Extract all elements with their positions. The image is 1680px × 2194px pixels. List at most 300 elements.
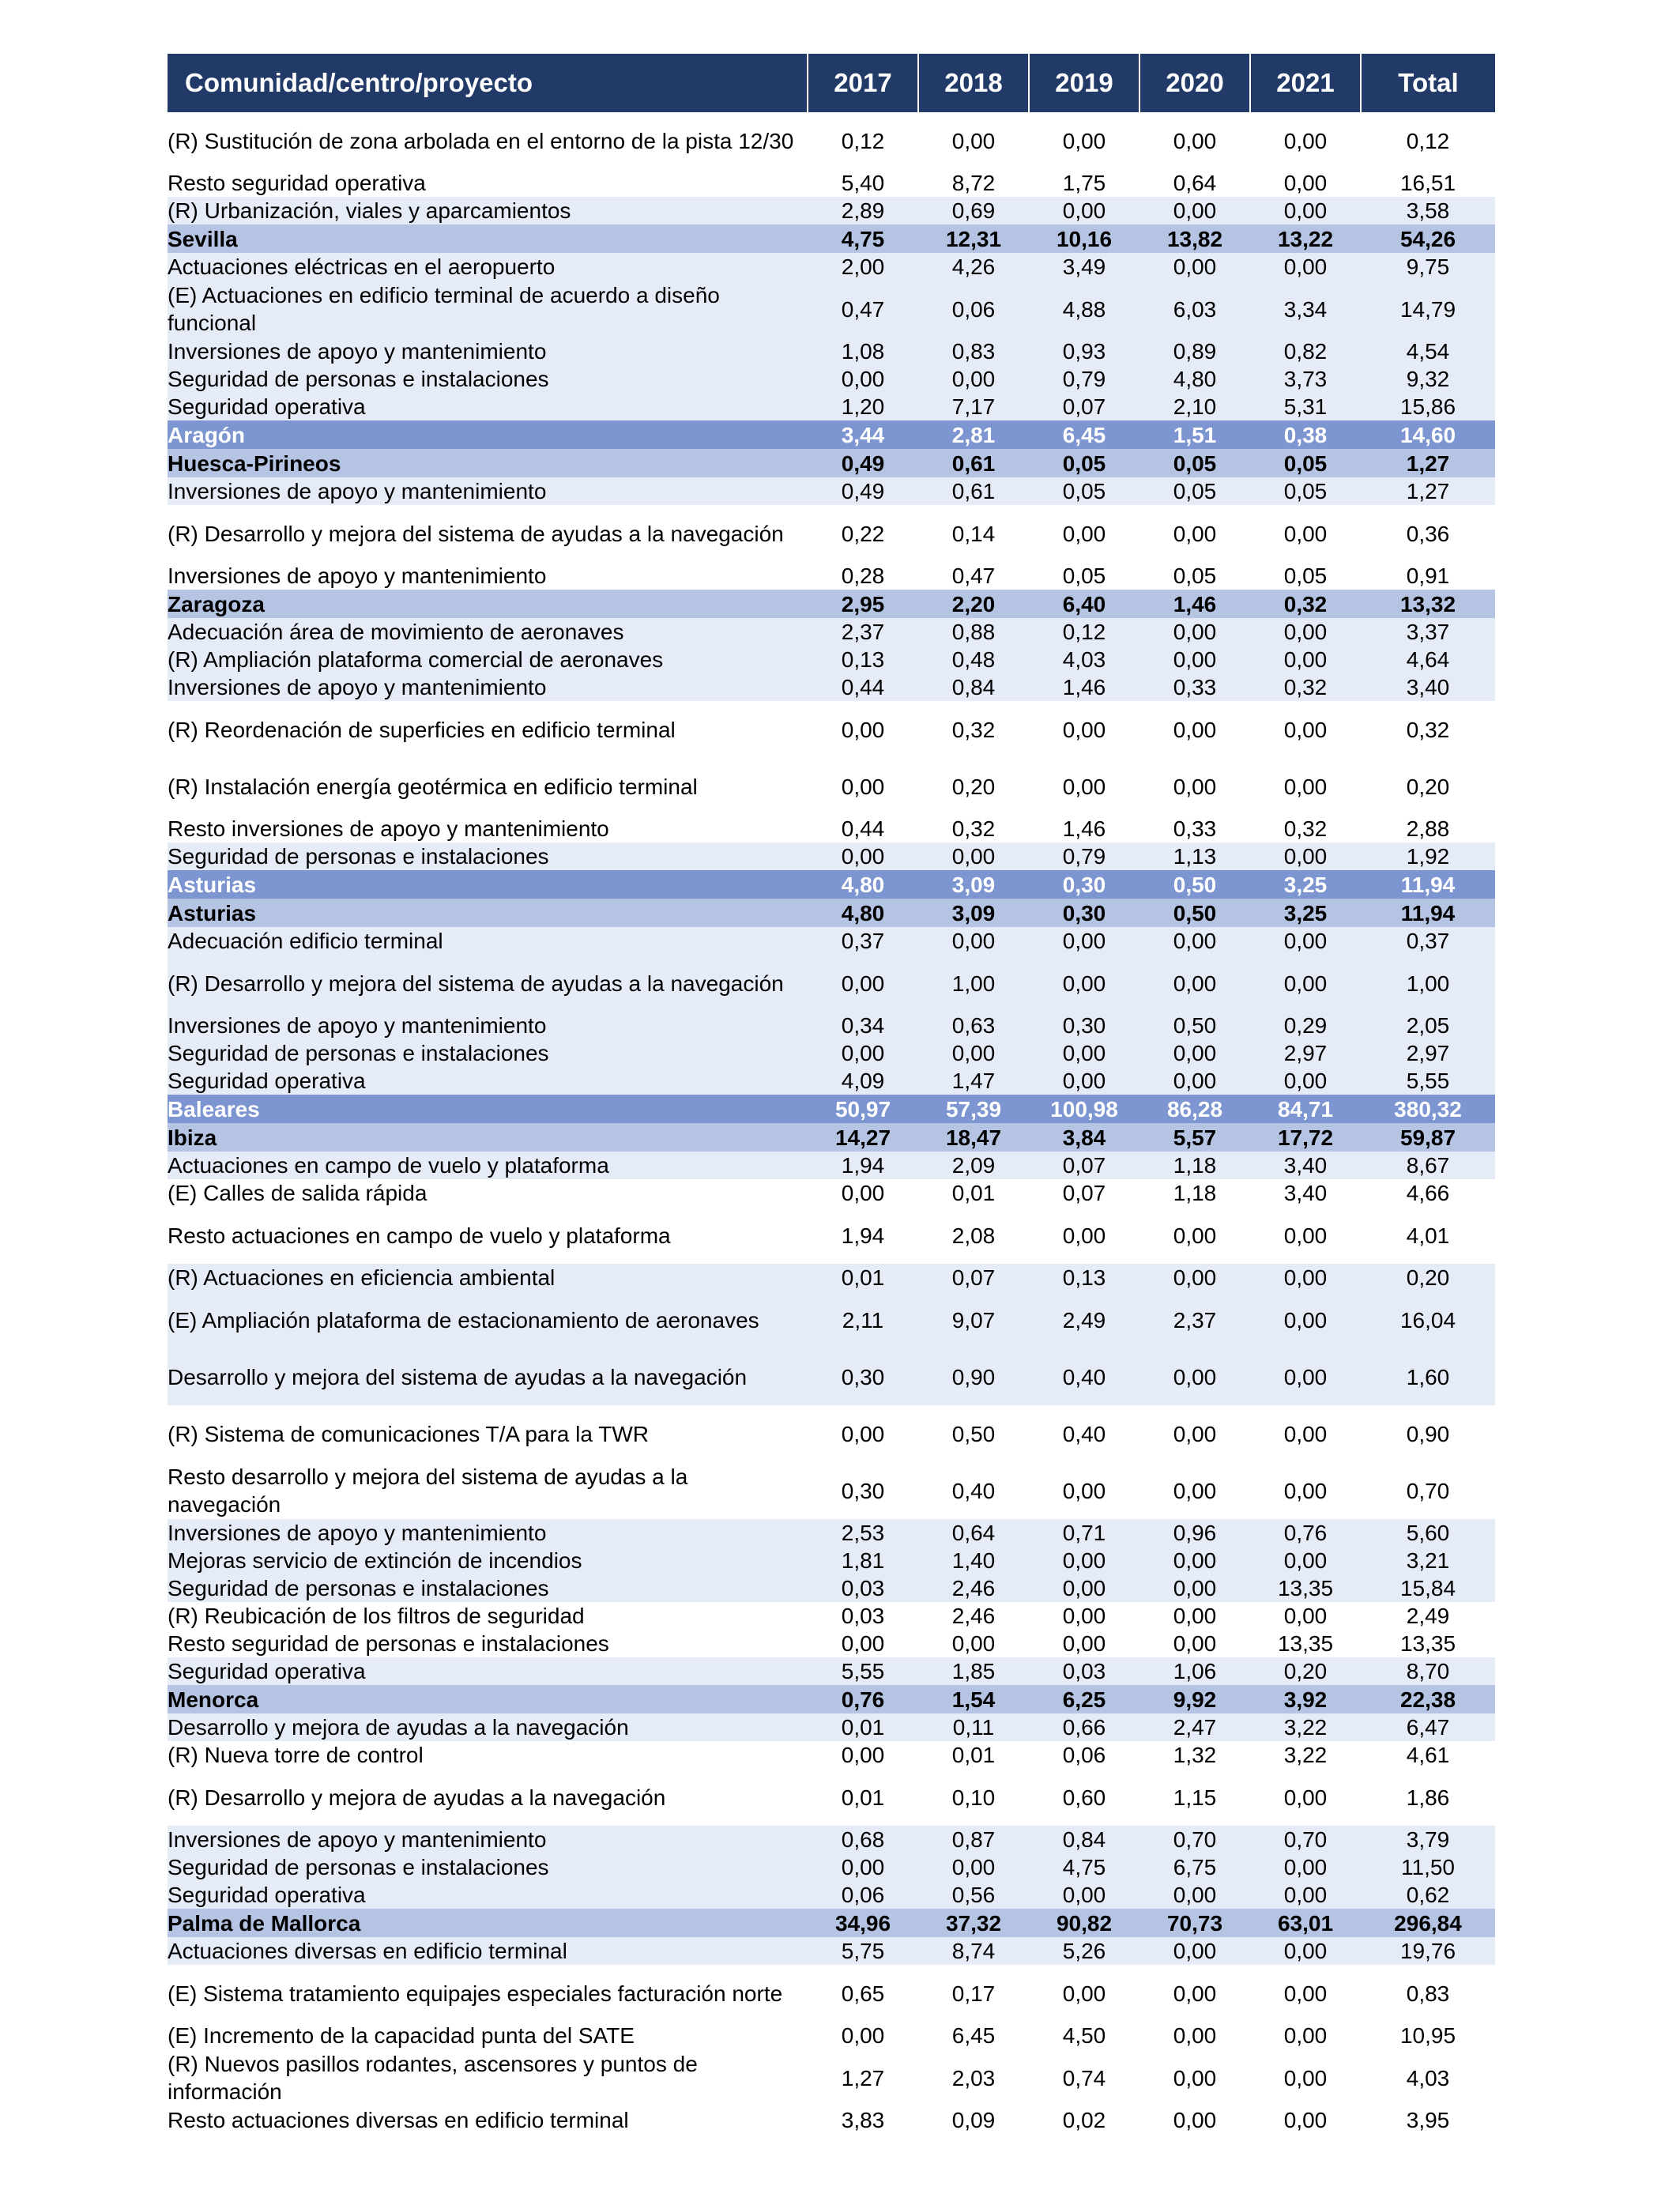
cell-total: 2,97: [1361, 1039, 1495, 1067]
cell-total: 0,36: [1361, 505, 1495, 562]
cell-2018: 4,26: [918, 253, 1029, 281]
row-label: Inversiones de apoyo y mantenimiento: [168, 673, 808, 701]
cell-2017: 14,27: [808, 1123, 918, 1152]
cell-2017: 4,09: [808, 1067, 918, 1095]
table-row: [168, 1039, 1495, 1067]
cell-2021: 0,00: [1250, 1348, 1361, 1405]
cell-total: 4,03: [1361, 2049, 1495, 2106]
row-label: (E) Sistema tratamiento equipajes especiales facturación norte: [168, 1965, 808, 2022]
cell-2021: 0,00: [1250, 1769, 1361, 1826]
cell-total: 4,64: [1361, 646, 1495, 673]
cell-2021: 0,00: [1250, 646, 1361, 673]
cell-2020: 0,33: [1139, 815, 1250, 843]
row-label: (E) Actuaciones en edificio terminal de acuerdo a diseño funcional: [168, 281, 808, 337]
cell-total: 0,20: [1361, 758, 1495, 815]
table-row: [168, 1657, 1495, 1685]
cell-2019: 4,50: [1029, 2022, 1139, 2049]
cell-total: 1,00: [1361, 955, 1495, 1012]
cell-2018: 8,74: [918, 1937, 1029, 1965]
row-label: Asturias: [168, 899, 808, 927]
cell-total: 13,32: [1361, 590, 1495, 618]
cell-2018: 0,00: [918, 112, 1029, 169]
cell-2021: 84,71: [1250, 1095, 1361, 1123]
cell-2019: 0,30: [1029, 1012, 1139, 1039]
cell-2019: 0,00: [1029, 955, 1139, 1012]
cell-2018: 0,84: [918, 673, 1029, 701]
cell-2017: 0,00: [808, 701, 918, 758]
cell-2020: 4,80: [1139, 365, 1250, 393]
table-row: [168, 1630, 1495, 1657]
cell-2021: 0,00: [1250, 1207, 1361, 1264]
cell-2018: 0,14: [918, 505, 1029, 562]
cell-2017: 2,89: [808, 197, 918, 224]
cell-2017: 0,28: [808, 562, 918, 590]
cell-2021: 0,00: [1250, 1965, 1361, 2022]
cell-2020: 0,00: [1139, 1937, 1250, 1965]
cell-2018: 0,47: [918, 562, 1029, 590]
cell-2020: 0,00: [1139, 646, 1250, 673]
table-row: [168, 673, 1495, 701]
table-row: [168, 1713, 1495, 1741]
table-row: [168, 955, 1495, 1012]
cell-2018: 0,63: [918, 1012, 1029, 1039]
cell-total: 3,40: [1361, 673, 1495, 701]
cell-2021: 13,22: [1250, 224, 1361, 253]
cell-2019: 0,00: [1029, 197, 1139, 224]
row-label: (R) Desarrollo y mejora de ayudas a la navegación: [168, 1769, 808, 1826]
cell-2021: 13,35: [1250, 1630, 1361, 1657]
row-label: Resto seguridad de personas e instalaciones: [168, 1630, 808, 1657]
row-label: Actuaciones en campo de vuelo y plataforma: [168, 1152, 808, 1179]
cell-total: 8,67: [1361, 1152, 1495, 1179]
table-row: [168, 758, 1495, 815]
cell-2020: 0,00: [1139, 1881, 1250, 1909]
cell-2018: 0,00: [918, 1630, 1029, 1657]
cell-2020: 6,75: [1139, 1853, 1250, 1881]
cell-2021: 0,00: [1250, 1881, 1361, 1909]
cell-total: 16,51: [1361, 169, 1495, 197]
cell-2017: 0,03: [808, 1574, 918, 1602]
cell-2019: 0,02: [1029, 2106, 1139, 2134]
row-label: Inversiones de apoyo y mantenimiento: [168, 1519, 808, 1547]
cell-2017: 0,47: [808, 281, 918, 337]
header-2020: 2020: [1139, 54, 1250, 112]
header-project: Comunidad/centro/proyecto: [168, 54, 808, 112]
cell-2018: 1,47: [918, 1067, 1029, 1095]
cell-2019: 0,05: [1029, 477, 1139, 505]
row-label: Seguridad de personas e instalaciones: [168, 1039, 808, 1067]
cell-2019: 0,03: [1029, 1657, 1139, 1685]
cell-2018: 0,83: [918, 337, 1029, 365]
cell-2019: 0,07: [1029, 393, 1139, 420]
cell-2019: 0,00: [1029, 1602, 1139, 1630]
cell-total: 11,50: [1361, 1853, 1495, 1881]
investment-table: [168, 54, 1495, 2134]
cell-2020: 86,28: [1139, 1095, 1250, 1123]
row-label: (E) Incremento de la capacidad punta del SATE: [168, 2022, 808, 2049]
cell-total: 0,37: [1361, 927, 1495, 955]
cell-2021: 0,00: [1250, 1291, 1361, 1348]
cell-2021: 0,00: [1250, 1462, 1361, 1519]
cell-2021: 17,72: [1250, 1123, 1361, 1152]
cell-2019: 1,46: [1029, 673, 1139, 701]
row-label: Desarrollo y mejora del sistema de ayudas a la navegación: [168, 1348, 808, 1405]
cell-total: 9,75: [1361, 253, 1495, 281]
cell-2019: 0,13: [1029, 1264, 1139, 1291]
cell-total: 54,26: [1361, 224, 1495, 253]
cell-2021: 3,25: [1250, 899, 1361, 927]
center-row: [168, 590, 1495, 618]
cell-2018: 0,01: [918, 1741, 1029, 1769]
cell-total: 5,55: [1361, 1067, 1495, 1095]
cell-2021: 0,00: [1250, 1853, 1361, 1881]
cell-2019: 4,75: [1029, 1853, 1139, 1881]
cell-2020: 1,51: [1139, 420, 1250, 449]
row-label: Mejoras servicio de extinción de incendios: [168, 1547, 808, 1574]
cell-2018: 3,09: [918, 870, 1029, 899]
cell-total: 1,27: [1361, 477, 1495, 505]
cell-2017: 0,44: [808, 673, 918, 701]
cell-total: 6,47: [1361, 1713, 1495, 1741]
row-label: Palma de Mallorca: [168, 1909, 808, 1937]
table-row: [168, 1348, 1495, 1405]
cell-2021: 0,00: [1250, 927, 1361, 955]
table-row: [168, 1965, 1495, 2022]
cell-2020: 2,37: [1139, 1291, 1250, 1348]
cell-total: 4,54: [1361, 337, 1495, 365]
cell-2017: 4,75: [808, 224, 918, 253]
cell-2019: 0,00: [1029, 1965, 1139, 2022]
table-row: [168, 815, 1495, 843]
cell-2018: 37,32: [918, 1909, 1029, 1937]
cell-2018: 2,08: [918, 1207, 1029, 1264]
cell-2018: 1,85: [918, 1657, 1029, 1685]
cell-2017: 0,22: [808, 505, 918, 562]
cell-2017: 0,65: [808, 1965, 918, 2022]
cell-total: 2,05: [1361, 1012, 1495, 1039]
row-label: (E) Calles de salida rápida: [168, 1179, 808, 1207]
cell-2020: 0,00: [1139, 1264, 1250, 1291]
cell-2021: 0,00: [1250, 2049, 1361, 2106]
row-label: Resto actuaciones diversas en edificio terminal: [168, 2106, 808, 2134]
cell-2021: 0,00: [1250, 253, 1361, 281]
cell-2020: 0,00: [1139, 253, 1250, 281]
table-row: [168, 505, 1495, 562]
cell-2020: 0,00: [1139, 618, 1250, 646]
cell-total: 1,86: [1361, 1769, 1495, 1826]
cell-2018: 2,09: [918, 1152, 1029, 1179]
cell-2017: 5,40: [808, 169, 918, 197]
row-label: Resto desarrollo y mejora del sistema de ayudas a la navegación: [168, 1462, 808, 1519]
row-label: Ibiza: [168, 1123, 808, 1152]
cell-2017: 1,20: [808, 393, 918, 420]
cell-2017: 3,83: [808, 2106, 918, 2134]
cell-2017: 2,11: [808, 1291, 918, 1348]
cell-2019: 0,00: [1029, 758, 1139, 815]
cell-total: 14,79: [1361, 281, 1495, 337]
cell-2018: 0,64: [918, 1519, 1029, 1547]
cell-total: 0,62: [1361, 1881, 1495, 1909]
cell-total: 5,60: [1361, 1519, 1495, 1547]
cell-total: 11,94: [1361, 899, 1495, 927]
table-row: [168, 112, 1495, 169]
table-row: [168, 1853, 1495, 1881]
cell-2019: 2,49: [1029, 1291, 1139, 1348]
row-label: (R) Reordenación de superficies en edificio terminal: [168, 701, 808, 758]
cell-2021: 0,00: [1250, 505, 1361, 562]
cell-2020: 1,06: [1139, 1657, 1250, 1685]
cell-total: 16,04: [1361, 1291, 1495, 1348]
table-row: [168, 843, 1495, 870]
table-row: [168, 927, 1495, 955]
cell-2019: 0,00: [1029, 1574, 1139, 1602]
cell-2018: 1,00: [918, 955, 1029, 1012]
cell-2020: 0,00: [1139, 1405, 1250, 1462]
cell-total: 15,84: [1361, 1574, 1495, 1602]
region-row: [168, 870, 1495, 899]
cell-2020: 0,70: [1139, 1826, 1250, 1853]
cell-total: 380,32: [1361, 1095, 1495, 1123]
cell-total: 3,95: [1361, 2106, 1495, 2134]
cell-2018: 0,40: [918, 1462, 1029, 1519]
cell-2019: 90,82: [1029, 1909, 1139, 1937]
cell-2020: 0,00: [1139, 701, 1250, 758]
cell-2018: 0,56: [918, 1881, 1029, 1909]
cell-total: 4,61: [1361, 1741, 1495, 1769]
header-2021: 2021: [1250, 54, 1361, 112]
row-label: (R) Reubicación de los filtros de seguridad: [168, 1602, 808, 1630]
cell-2020: 0,00: [1139, 2022, 1250, 2049]
cell-2017: 0,49: [808, 477, 918, 505]
cell-2021: 0,38: [1250, 420, 1361, 449]
row-label: (E) Ampliación plataforma de estacionamiento de aeronaves: [168, 1291, 808, 1348]
cell-2018: 0,69: [918, 197, 1029, 224]
cell-2021: 0,00: [1250, 843, 1361, 870]
cell-2017: 1,94: [808, 1207, 918, 1264]
row-label: Seguridad operativa: [168, 393, 808, 420]
cell-total: 4,66: [1361, 1179, 1495, 1207]
cell-total: 3,79: [1361, 1826, 1495, 1853]
table-row: [168, 1207, 1495, 1264]
center-row: [168, 449, 1495, 477]
cell-total: 2,88: [1361, 815, 1495, 843]
cell-total: 15,86: [1361, 393, 1495, 420]
table-row: [168, 169, 1495, 197]
row-label: (R) Sustitución de zona arbolada en el entorno de la pista 12/30: [168, 112, 808, 169]
cell-total: 13,35: [1361, 1630, 1495, 1657]
row-label: Seguridad operativa: [168, 1067, 808, 1095]
table-row: [168, 618, 1495, 646]
cell-2017: 2,00: [808, 253, 918, 281]
cell-2018: 0,00: [918, 365, 1029, 393]
cell-2018: 0,20: [918, 758, 1029, 815]
cell-total: 19,76: [1361, 1937, 1495, 1965]
cell-total: 0,20: [1361, 1264, 1495, 1291]
cell-2018: 0,00: [918, 1853, 1029, 1881]
header-2018: 2018: [918, 54, 1029, 112]
cell-2017: 1,27: [808, 2049, 918, 2106]
row-label: Resto inversiones de apoyo y mantenimiento: [168, 815, 808, 843]
table-row: [168, 562, 1495, 590]
table-row: [168, 477, 1495, 505]
table-row: [168, 393, 1495, 420]
cell-2017: 0,30: [808, 1348, 918, 1405]
cell-2017: 0,00: [808, 1630, 918, 1657]
cell-2020: 0,00: [1139, 1630, 1250, 1657]
cell-2017: 34,96: [808, 1909, 918, 1937]
cell-total: 0,83: [1361, 1965, 1495, 2022]
cell-2020: 0,05: [1139, 449, 1250, 477]
cell-2020: 2,10: [1139, 393, 1250, 420]
center-row: [168, 1685, 1495, 1713]
cell-2021: 0,00: [1250, 2106, 1361, 2134]
cell-2018: 0,50: [918, 1405, 1029, 1462]
cell-2018: 2,46: [918, 1602, 1029, 1630]
cell-total: 0,90: [1361, 1405, 1495, 1462]
cell-2017: 0,68: [808, 1826, 918, 1853]
cell-2020: 70,73: [1139, 1909, 1250, 1937]
cell-2018: 0,87: [918, 1826, 1029, 1853]
cell-2020: 0,50: [1139, 1012, 1250, 1039]
cell-2021: 3,92: [1250, 1685, 1361, 1713]
cell-2019: 0,00: [1029, 1462, 1139, 1519]
cell-2021: 0,82: [1250, 337, 1361, 365]
cell-2017: 0,76: [808, 1685, 918, 1713]
cell-total: 0,70: [1361, 1462, 1495, 1519]
cell-2021: 5,31: [1250, 393, 1361, 420]
table-row: [168, 1519, 1495, 1547]
cell-2021: 0,00: [1250, 112, 1361, 169]
row-label: Seguridad de personas e instalaciones: [168, 365, 808, 393]
cell-2019: 0,00: [1029, 112, 1139, 169]
cell-2017: 0,03: [808, 1602, 918, 1630]
table-row: [168, 1574, 1495, 1602]
row-label: Adecuación área de movimiento de aeronaves: [168, 618, 808, 646]
cell-2017: 0,01: [808, 1264, 918, 1291]
table-row: [168, 1881, 1495, 1909]
cell-2018: 12,31: [918, 224, 1029, 253]
cell-2020: 0,00: [1139, 1965, 1250, 2022]
cell-2017: 2,95: [808, 590, 918, 618]
table-row: [168, 1769, 1495, 1826]
table-row: [168, 1067, 1495, 1095]
cell-2019: 4,03: [1029, 646, 1139, 673]
table-row: [168, 2106, 1495, 2134]
cell-2021: 0,20: [1250, 1657, 1361, 1685]
cell-2017: 0,00: [808, 1179, 918, 1207]
table-row: [168, 1547, 1495, 1574]
cell-2020: 0,00: [1139, 505, 1250, 562]
cell-total: 9,32: [1361, 365, 1495, 393]
cell-2021: 3,40: [1250, 1152, 1361, 1179]
cell-2020: 0,00: [1139, 2106, 1250, 2134]
cell-2017: 0,49: [808, 449, 918, 477]
cell-2021: 0,70: [1250, 1826, 1361, 1853]
cell-2018: 18,47: [918, 1123, 1029, 1152]
cell-2020: 0,00: [1139, 112, 1250, 169]
cell-2017: 0,37: [808, 927, 918, 955]
cell-2019: 0,00: [1029, 1547, 1139, 1574]
cell-2018: 0,00: [918, 927, 1029, 955]
row-label: (R) Ampliación plataforma comercial de aeronaves: [168, 646, 808, 673]
cell-2019: 0,84: [1029, 1826, 1139, 1853]
cell-2017: 0,00: [808, 1039, 918, 1067]
cell-2018: 0,90: [918, 1348, 1029, 1405]
cell-2018: 0,32: [918, 701, 1029, 758]
row-label: Baleares: [168, 1095, 808, 1123]
table-row: [168, 253, 1495, 281]
cell-2020: 0,00: [1139, 758, 1250, 815]
cell-2019: 0,00: [1029, 1881, 1139, 1909]
cell-2018: 1,54: [918, 1685, 1029, 1713]
row-label: Inversiones de apoyo y mantenimiento: [168, 477, 808, 505]
cell-2020: 1,15: [1139, 1769, 1250, 1826]
cell-total: 59,87: [1361, 1123, 1495, 1152]
cell-2018: 0,11: [918, 1713, 1029, 1741]
cell-2017: 0,00: [808, 2022, 918, 2049]
cell-total: 296,84: [1361, 1909, 1495, 1937]
row-label: Adecuación edificio terminal: [168, 927, 808, 955]
cell-2018: 7,17: [918, 393, 1029, 420]
cell-2020: 0,05: [1139, 477, 1250, 505]
cell-2017: 0,01: [808, 1713, 918, 1741]
cell-2017: 0,00: [808, 365, 918, 393]
cell-2021: 0,00: [1250, 1547, 1361, 1574]
cell-2019: 4,88: [1029, 281, 1139, 337]
cell-2017: 50,97: [808, 1095, 918, 1123]
cell-2021: 63,01: [1250, 1909, 1361, 1937]
cell-2021: 3,25: [1250, 870, 1361, 899]
cell-2018: 0,00: [918, 1039, 1029, 1067]
cell-2020: 0,00: [1139, 927, 1250, 955]
cell-2019: 0,79: [1029, 843, 1139, 870]
cell-2020: 6,03: [1139, 281, 1250, 337]
center-row: [168, 1909, 1495, 1937]
cell-2019: 0,07: [1029, 1152, 1139, 1179]
cell-2019: 0,00: [1029, 1630, 1139, 1657]
cell-2017: 0,00: [808, 955, 918, 1012]
cell-2020: 1,13: [1139, 843, 1250, 870]
cell-2018: 3,09: [918, 899, 1029, 927]
cell-2017: 0,00: [808, 1741, 918, 1769]
cell-2019: 0,74: [1029, 2049, 1139, 2106]
cell-2018: 2,03: [918, 2049, 1029, 2106]
table-body: [168, 112, 1495, 2134]
cell-2017: 0,34: [808, 1012, 918, 1039]
cell-2019: 5,26: [1029, 1937, 1139, 1965]
cell-2021: 0,00: [1250, 197, 1361, 224]
cell-2017: 0,00: [808, 1405, 918, 1462]
table-row: [168, 337, 1495, 365]
cell-2020: 0,00: [1139, 1039, 1250, 1067]
cell-2020: 0,00: [1139, 1547, 1250, 1574]
cell-total: 0,12: [1361, 112, 1495, 169]
cell-total: 3,58: [1361, 197, 1495, 224]
cell-2019: 0,07: [1029, 1179, 1139, 1207]
cell-2019: 0,71: [1029, 1519, 1139, 1547]
cell-2020: 0,00: [1139, 1348, 1250, 1405]
cell-total: 4,01: [1361, 1207, 1495, 1264]
cell-2018: 0,17: [918, 1965, 1029, 2022]
row-label: Resto actuaciones en campo de vuelo y plataforma: [168, 1207, 808, 1264]
table-row: [168, 2022, 1495, 2049]
cell-2021: 0,00: [1250, 1264, 1361, 1291]
region-row: [168, 420, 1495, 449]
row-label: (R) Actuaciones en eficiencia ambiental: [168, 1264, 808, 1291]
table-row: [168, 1152, 1495, 1179]
cell-2019: 0,00: [1029, 1067, 1139, 1095]
cell-2020: 9,92: [1139, 1685, 1250, 1713]
